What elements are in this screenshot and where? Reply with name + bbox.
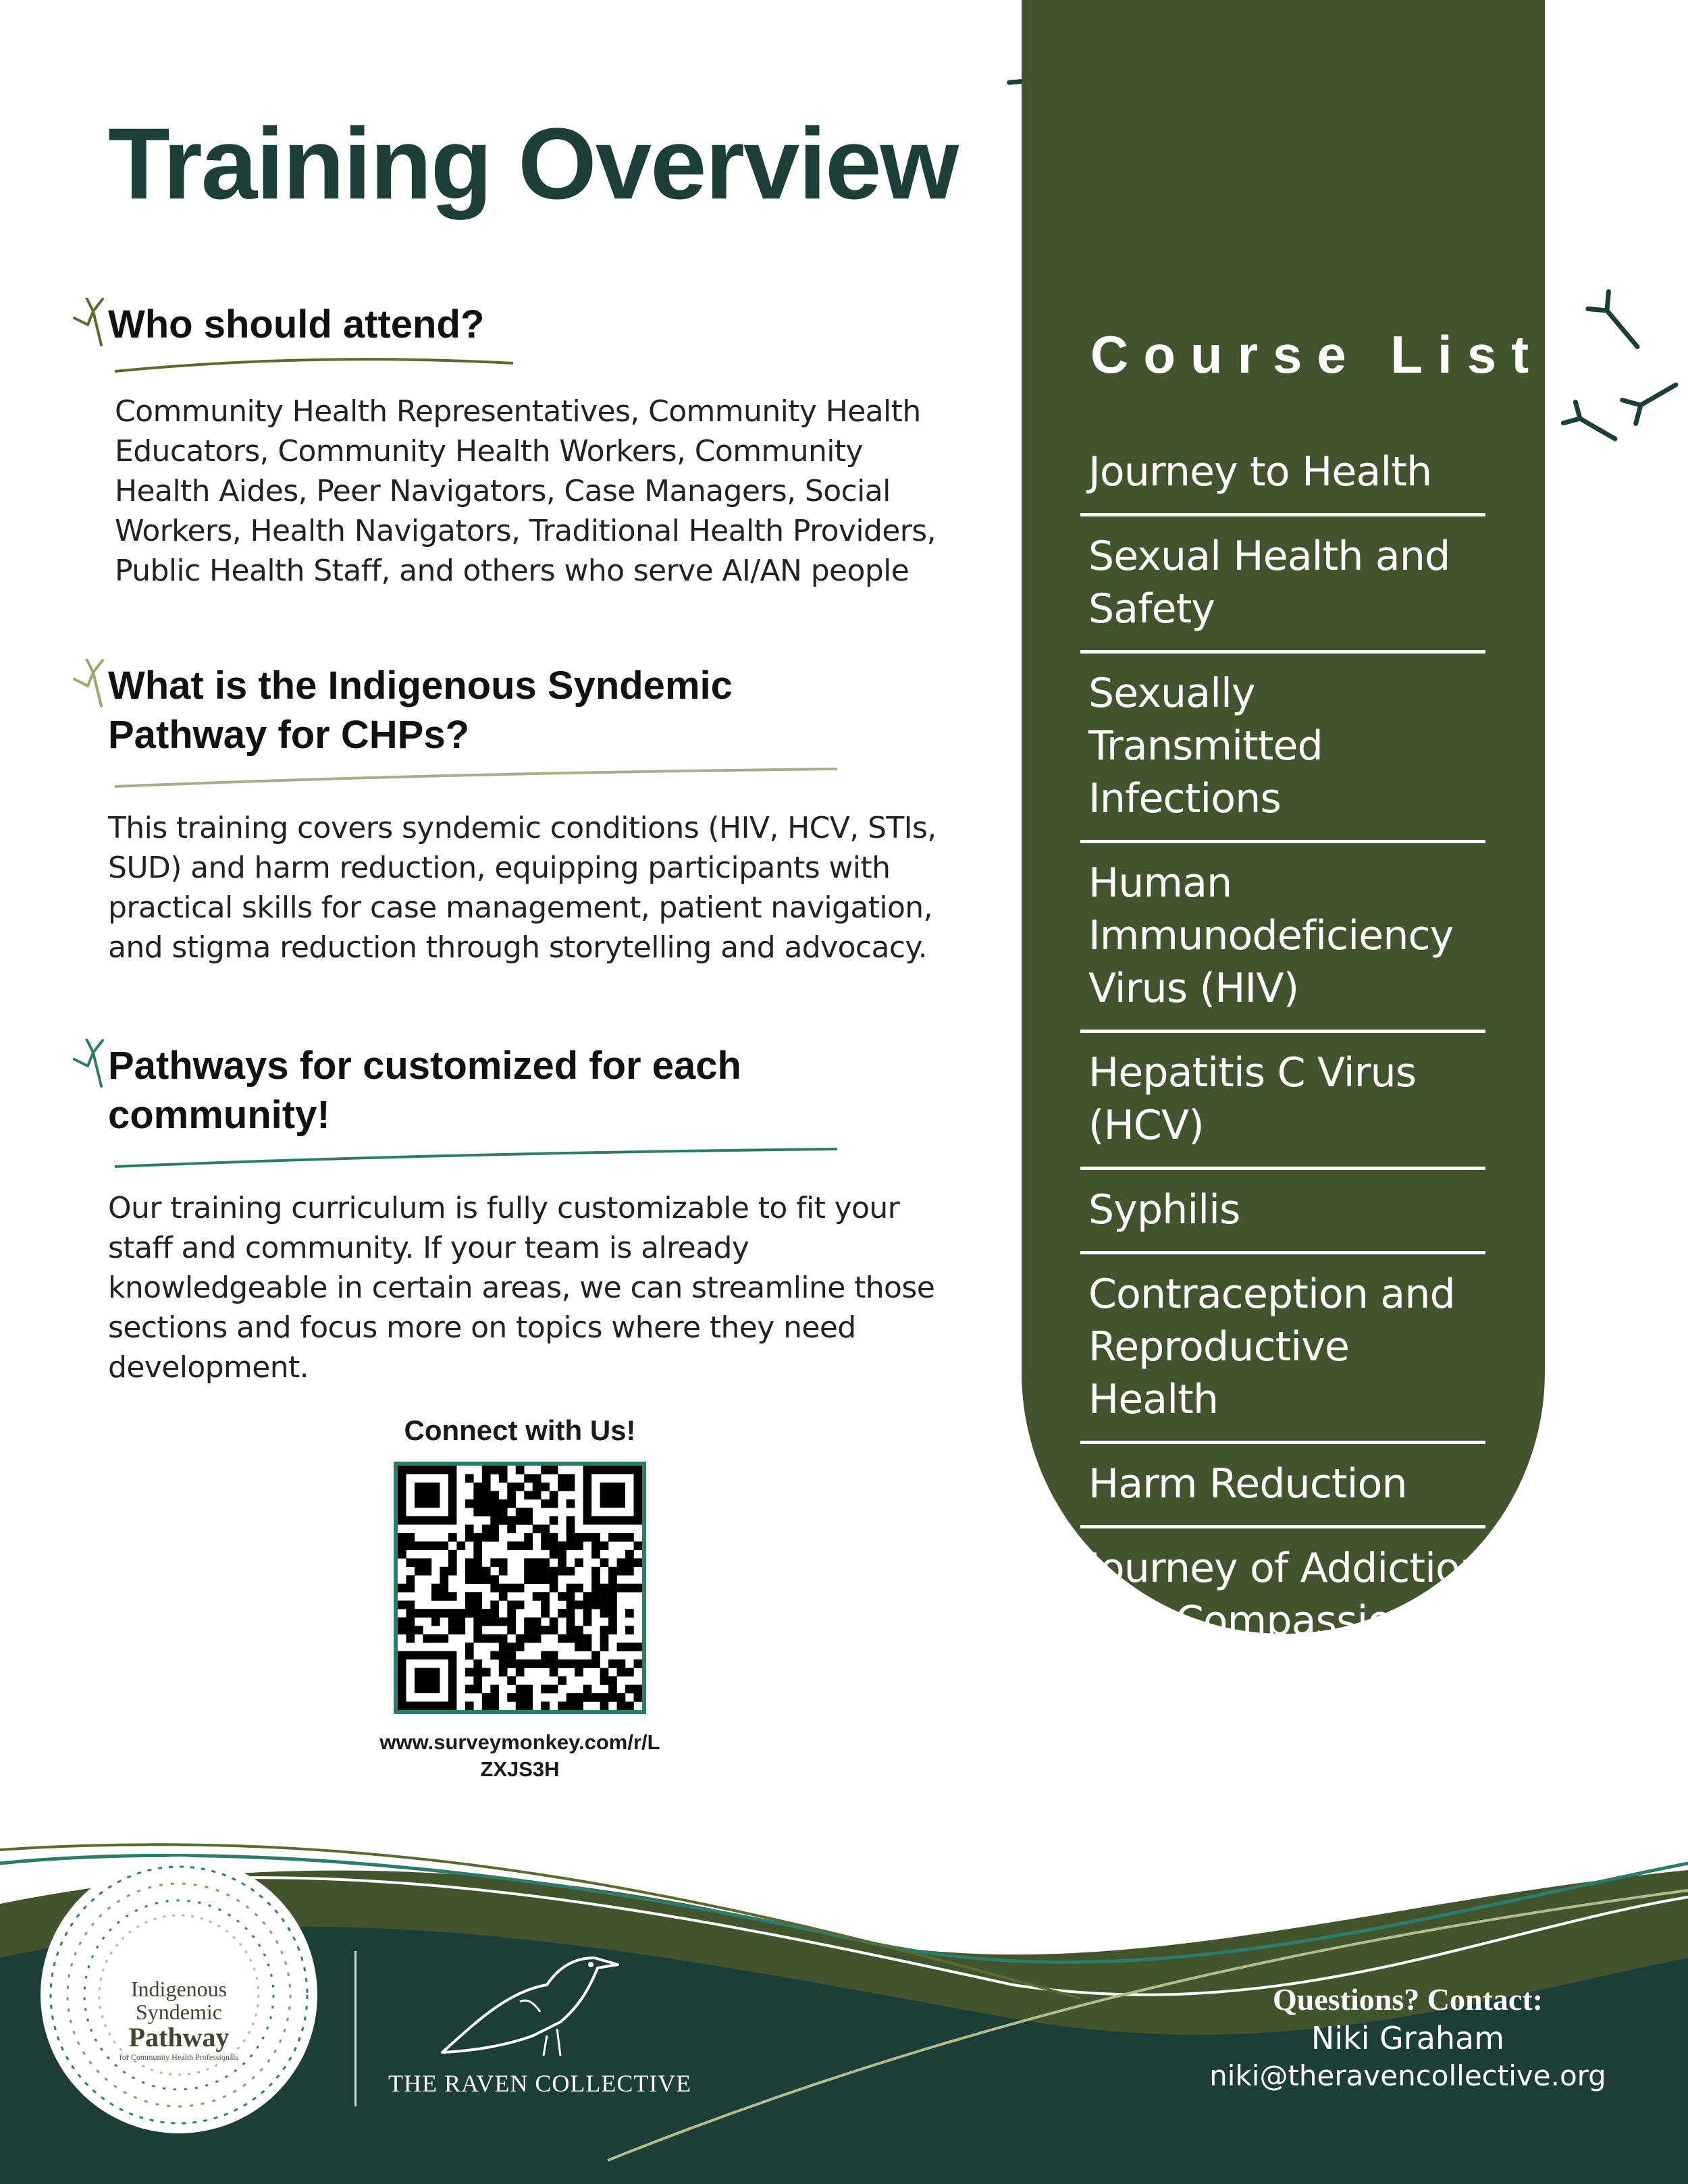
contact-block bbox=[1202, 1981, 1614, 2092]
course-list-title: Course List bbox=[1090, 325, 1544, 384]
isp-logo-text bbox=[64, 1978, 294, 2062]
section-what-is-isp bbox=[108, 662, 959, 967]
contact-email-link[interactable]: niki@theravencollective.org bbox=[1209, 2059, 1606, 2092]
logo-divider bbox=[354, 1951, 357, 2106]
course-item: Journey to Health bbox=[1080, 432, 1485, 516]
course-item: Hepatitis C Virus (HCV) bbox=[1080, 1033, 1485, 1170]
course-item: Syphilis bbox=[1080, 1170, 1485, 1254]
swoosh-divider bbox=[108, 1146, 851, 1173]
section-body: Community Health Representatives, Community Health Educators, Community Health Workers, Community Health Aides, Peer Navigators, Case Managers, Social Workers, Health Navigators, Traditional Health Providers, Public Health Staff, and others who serve AI/AN people bbox=[115, 394, 936, 588]
sprig-icon bbox=[61, 659, 108, 713]
section-who-should-attend bbox=[108, 300, 959, 591]
course-item: Contraception and Reproductive Health bbox=[1080, 1254, 1485, 1444]
swoosh-divider bbox=[108, 766, 851, 793]
section-heading: What is the Indigenous Syndemic Pathway for CHPs? bbox=[108, 664, 733, 757]
contact-name: Niki Graham bbox=[1311, 2020, 1505, 2056]
course-item: Human Immunodeficiency Virus (HIV) bbox=[1080, 843, 1485, 1033]
isp-logo-line: Syndemic bbox=[136, 1999, 222, 2024]
section-heading-group bbox=[108, 662, 959, 793]
contact-heading: Questions? Contact: bbox=[1273, 1982, 1543, 2017]
section-heading: Pathways for customized for each community! bbox=[108, 1044, 741, 1137]
section-body: This training covers syndemic conditions (HIV, HCV, STIs, SUD) and harm reduction, equipping participants with practical skills for case management, patient navigation, and stigma reduction through storytelling and advocacy. bbox=[108, 811, 937, 965]
section-body: Our training curriculum is fully customizable to fit your staff and community. If your team is already knowledgeable in certain areas, we can streamline those sections and focus more on topics where they need development. bbox=[108, 1191, 935, 1385]
course-item: Sexual Health and Safety bbox=[1080, 516, 1485, 654]
course-item: Harm Reduction bbox=[1080, 1444, 1485, 1528]
page-title: Training Overview bbox=[108, 107, 958, 220]
isp-logo-line: Indigenous bbox=[130, 1977, 228, 2001]
section-heading: Who should attend? bbox=[108, 302, 485, 346]
isp-logo-line: Pathway bbox=[128, 2022, 230, 2053]
section-customized-pathways bbox=[108, 1042, 959, 1387]
course-item: Journey of Addiction and Compassion bbox=[1088, 1545, 1485, 1645]
sprig-icon bbox=[61, 1039, 108, 1093]
section-heading-group bbox=[108, 300, 959, 377]
section-heading-group bbox=[108, 1042, 959, 1173]
qr-code[interactable] bbox=[394, 1462, 646, 1714]
isp-logo-tagline: for Community Health Professionals bbox=[119, 2052, 239, 2062]
raven-logo-label: THE RAVEN COLLECTIVE bbox=[388, 2070, 692, 2097]
connect-title: Connect with Us! bbox=[404, 1414, 636, 1446]
survey-link[interactable]: www.surveymonkey.com/r/LZXJS3H bbox=[379, 1730, 660, 1781]
connect-block bbox=[378, 1414, 662, 1783]
course-list bbox=[1080, 432, 1485, 1662]
swoosh-divider bbox=[108, 356, 527, 377]
sprig-icon bbox=[61, 298, 108, 352]
course-item: Sexually Transmitted Infections bbox=[1080, 654, 1485, 843]
raven-logo-icon bbox=[432, 1938, 628, 2059]
